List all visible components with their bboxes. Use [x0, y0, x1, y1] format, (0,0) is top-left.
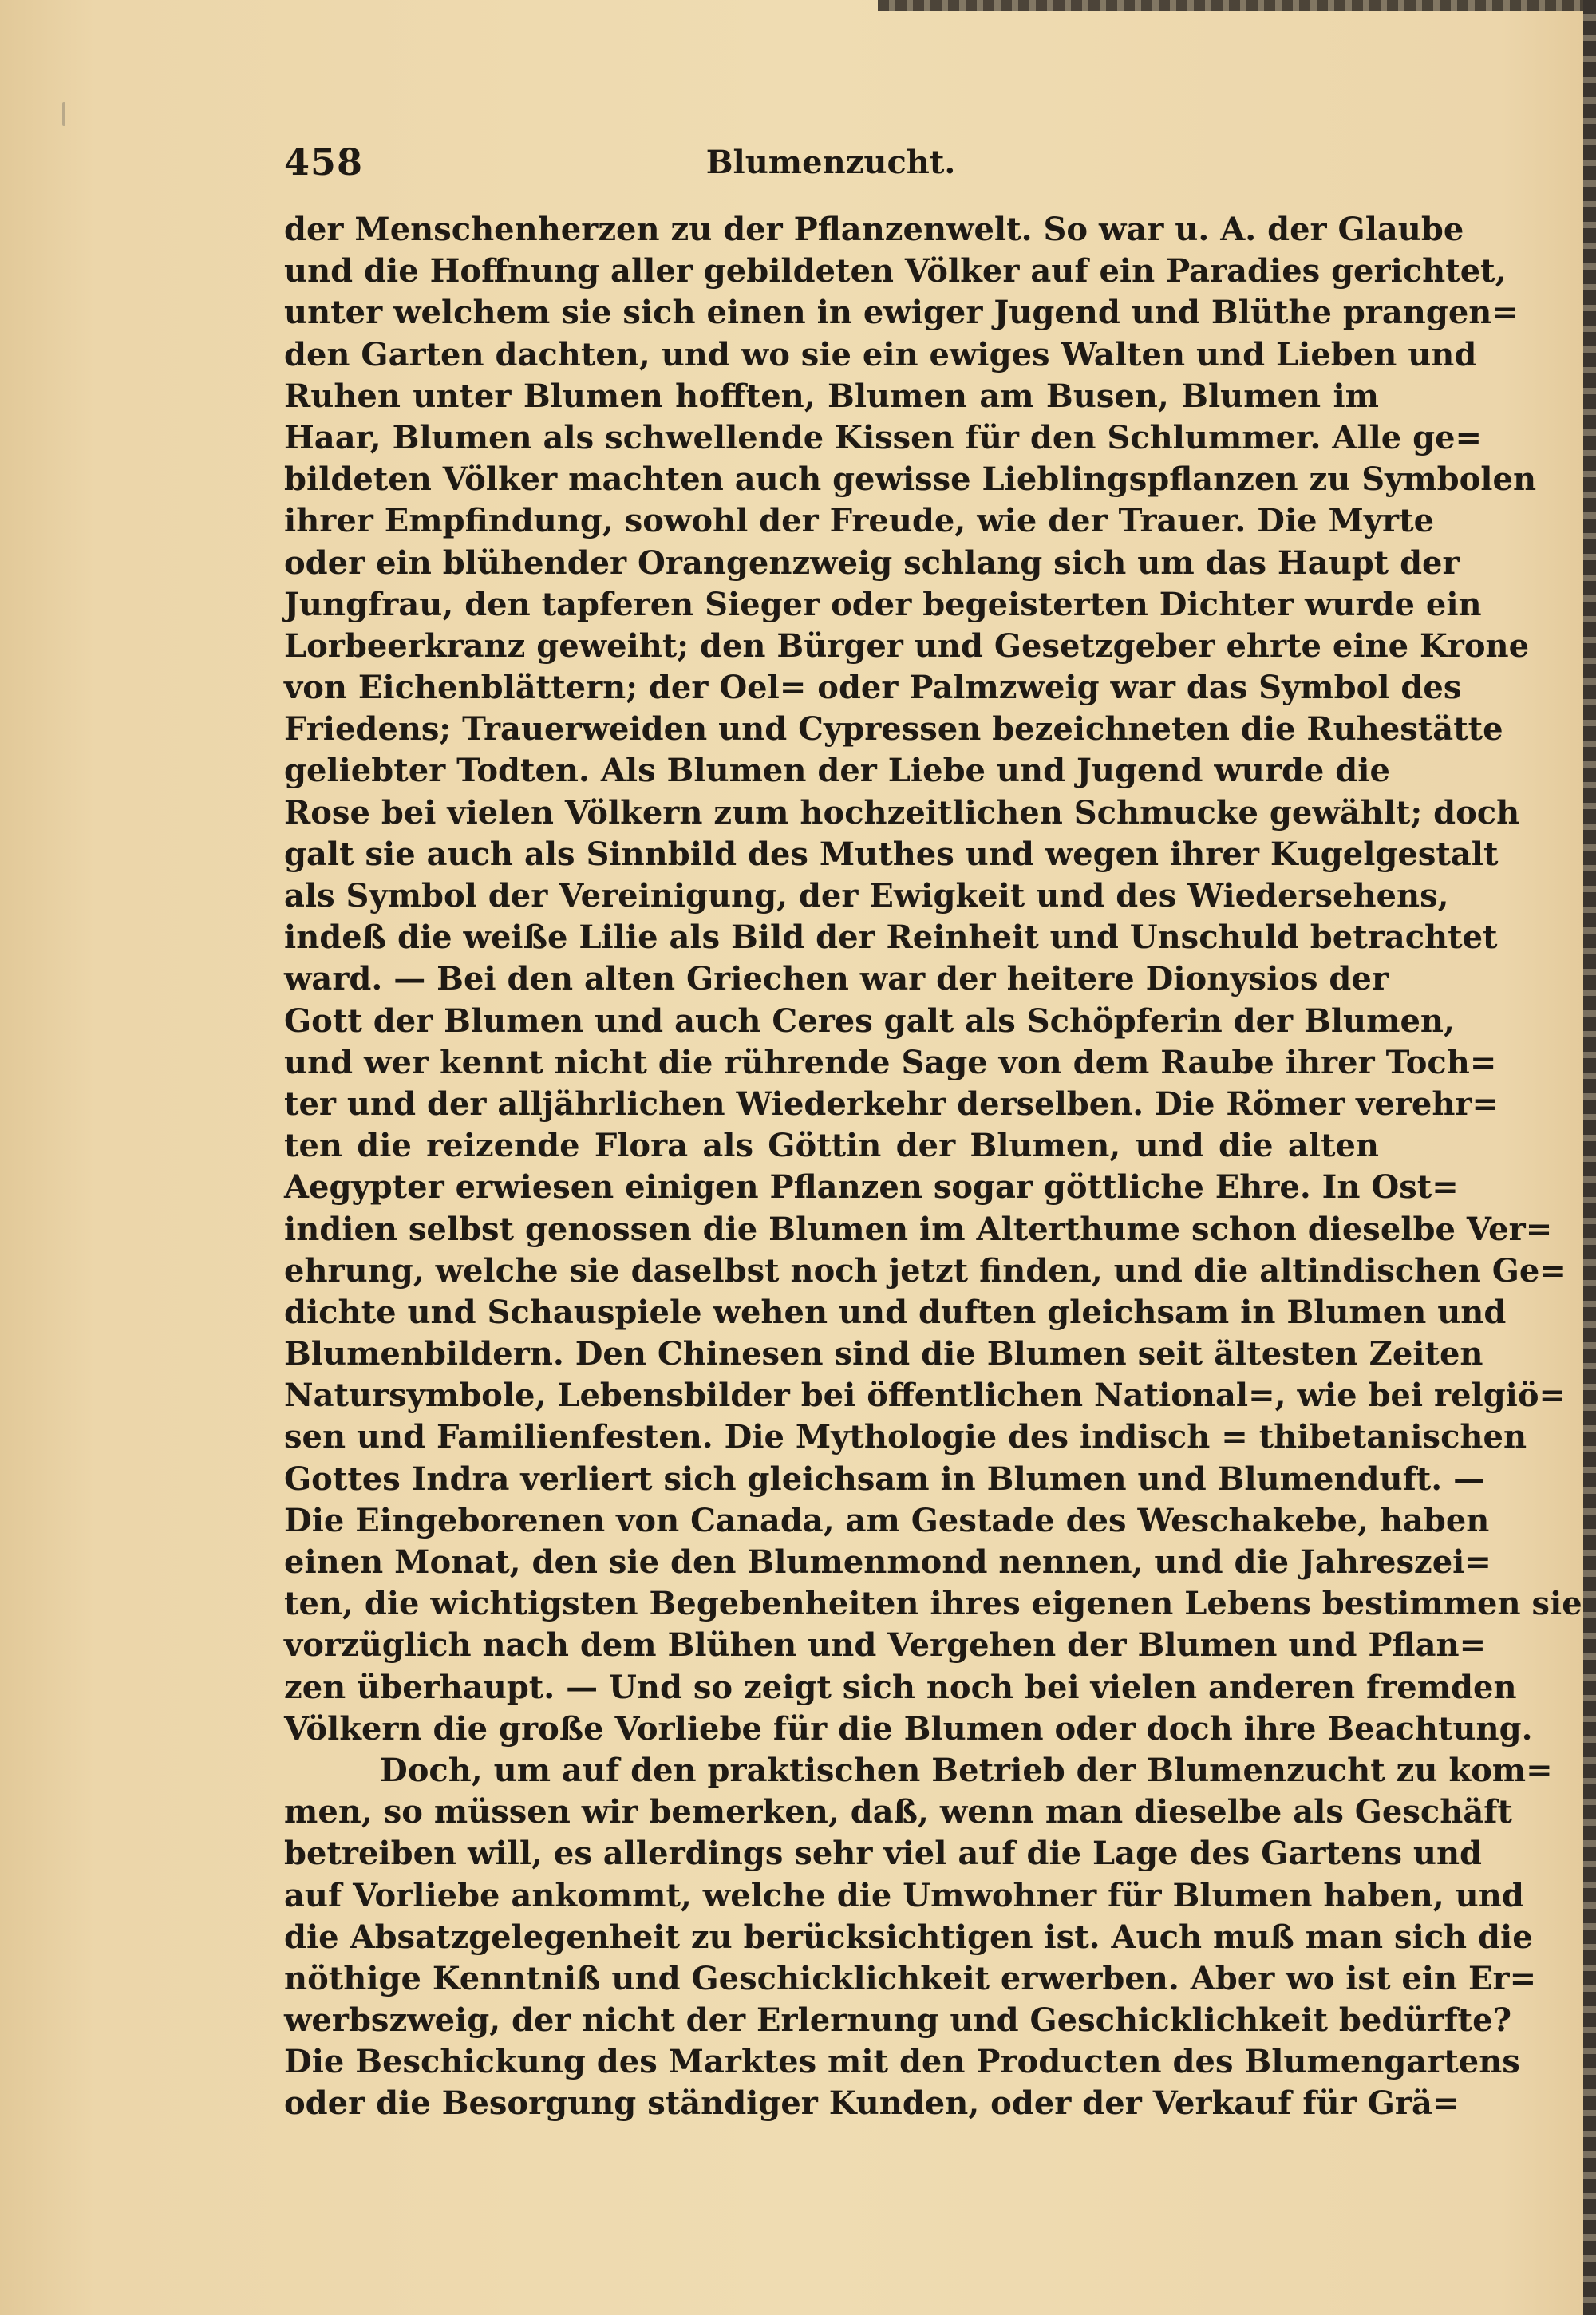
- text-line: zen überhaupt. — Und so zeigt sich noch bei vielen anderen fremden: [284, 1668, 1517, 1706]
- text-line: nöthige Kenntniß und Geschicklichkeit erwerben. Aber wo ist ein Er=: [284, 1959, 1537, 1997]
- scan-edge-top: [878, 0, 1596, 11]
- text-line: oder ein blühender Orangenzweig schlang sich um das Haupt der: [284, 543, 1460, 582]
- text-line: Blumenbildern. Den Chinesen sind die Blumen seit ältesten Zeiten: [284, 1335, 1483, 1373]
- text-line: Gottes Indra verliert sich gleichsam in Blumen und Blumenduft. —: [284, 1460, 1486, 1498]
- scan-edge-right: [1583, 0, 1596, 2315]
- running-head: Blumenzucht.: [705, 144, 956, 181]
- text-line: werbszweig, der nicht der Erlernung und Geschicklichkeit bedürfte?: [284, 2001, 1512, 2040]
- text-line: dichte und Schauspiele wehen und duften gleichsam in Blumen und: [284, 1293, 1507, 1331]
- text-line: und die Hoffnung aller gebildeten Völker auf ein Paradies gerichtet,: [284, 252, 1507, 290]
- text-line: die Absatzgelegenheit zu berücksichtigen ist. Auch muß man sich die: [284, 1918, 1533, 1956]
- text-line: indien selbst genossen die Blumen im Alterthume schon dieselbe Ver=: [284, 1210, 1553, 1248]
- text-line: ihrer Empfindung, sowohl der Freude, wie der Trauer. Die Myrte: [284, 502, 1435, 540]
- text-line: den Garten dachten, und wo sie ein ewiges Walten und Lieben und: [284, 335, 1477, 373]
- body-text: [284, 209, 1582, 2125]
- text-line: als Symbol der Vereinigung, der Ewigkeit und des Wiedersehens,: [284, 877, 1449, 915]
- text-line: Jungfrau, den tapferen Sieger oder begeisterten Dichter wurde ein: [284, 585, 1482, 623]
- text-line: Ruhen unter Blumen hofften, Blumen am Busen, Blumen im: [284, 377, 1379, 415]
- text-line: Haar, Blumen als schwellende Kissen für den Schlummer. Alle ge=: [284, 418, 1483, 456]
- text-line: oder die Besorgung ständiger Kunden, oder der Verkauf für Grä=: [284, 2084, 1460, 2123]
- text-line: auf Vorliebe ankommt, welche die Umwohner für Blumen haben, und: [284, 1876, 1524, 1914]
- text-line: Lorbeerkranz geweiht; den Bürger und Gesetzgeber ehrte eine Krone: [284, 626, 1530, 665]
- text-line: ter und der alljährlichen Wiederkehr derselben. Die Römer verehr=: [284, 1084, 1499, 1123]
- text-line: unter welchem sie sich einen in ewiger Jugend und Blüthe prangen=: [284, 294, 1519, 332]
- margin-mark: [62, 102, 65, 126]
- text-line: ten, die wichtigsten Begebenheiten ihres eigenen Lebens bestimmen sie: [284, 1585, 1582, 1623]
- text-line: men, so müssen wir bemerken, daß, wenn man dieselbe als Geschäft: [284, 1793, 1512, 1831]
- text-line: der Menschenherzen zu der Pflanzenwelt. So war u. A. der Glaube: [284, 211, 1464, 248]
- text-line: ehrung, welche sie daselbst noch jetzt finden, und die altindischen Ge=: [284, 1251, 1566, 1290]
- text-line: ward. — Bei den alten Griechen war der heitere Dionysios der: [284, 960, 1389, 998]
- text-line: Aegypter erwiesen einigen Pflanzen sogar göttliche Ehre. In Ost=: [284, 1168, 1459, 1207]
- text-line: Doch, um auf den praktischen Betrieb der Blumenzucht zu kom=: [380, 1751, 1553, 1789]
- text-line: betreiben will, es allerdings sehr viel auf die Lage des Gartens und: [284, 1835, 1483, 1873]
- text-line: Natursymbole, Lebensbilder bei öffentlichen National=, wie bei relgiö=: [284, 1377, 1566, 1415]
- text-line: von Eichenblättern; der Oel= oder Palmzweig war das Symbol des: [284, 669, 1462, 707]
- text-line: sen und Familienfesten. Die Mythologie des indisch = thibetanischen: [284, 1418, 1527, 1456]
- text-line: Rose bei vielen Völkern zum hochzeitlichen Schmucke gewählt; doch: [284, 793, 1520, 832]
- text-line: indeß die weiße Lilie als Bild der Reinheit und Unschuld betrachtet: [284, 918, 1498, 957]
- text-line: Friedens; Trauerweiden und Cypressen bezeichneten die Ruhestätte: [284, 710, 1503, 749]
- text-line: vorzüglich nach dem Blühen und Vergehen der Blumen und Pflan=: [284, 1626, 1487, 1665]
- text-line: und wer kennt nicht die rührende Sage von dem Raube ihrer Toch=: [284, 1043, 1497, 1081]
- text-line: Gott der Blumen und auch Ceres galt als Schöpferin der Blumen,: [284, 1001, 1455, 1040]
- text-line: ten die reizende Flora als Göttin der Blumen, und die alten: [284, 1127, 1379, 1165]
- text-line: Die Beschickung des Marktes mit den Producten des Blumengartens: [284, 2043, 1520, 2081]
- text-line: Die Eingeborenen von Canada, am Gestade des Weschakebe, haben: [284, 1501, 1490, 1539]
- text-line: geliebter Todten. Als Blumen der Liebe und Jugend wurde die: [284, 752, 1390, 790]
- page-number: 458: [284, 140, 364, 184]
- text-line: galt sie auch als Sinnbild des Muthes und wegen ihrer Kugelgestalt: [284, 835, 1499, 873]
- text-line: einen Monat, den sie den Blumenmond nennen, und die Jahreszei=: [284, 1543, 1491, 1581]
- text-line: bildeten Völker machten auch gewisse Lieblingspflanzen zu Symbolen: [284, 460, 1537, 499]
- page-header: [284, 140, 1377, 188]
- text-line: Völkern die große Vorliebe für die Blumen oder doch ihre Beachtung.: [284, 1709, 1533, 1748]
